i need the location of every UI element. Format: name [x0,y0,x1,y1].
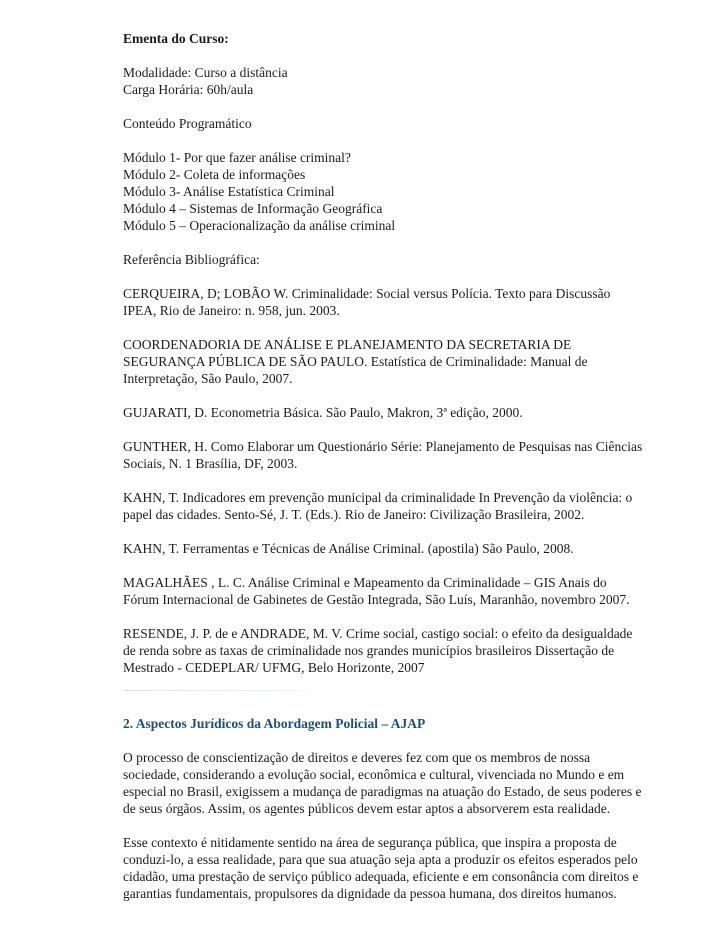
reference-line: GUNTHER, H. Como Elaborar um Questionário Série: Planejamento de Pesquisas nas Ciências [123,439,643,454]
reference-line: KAHN, T. Ferramentas e Técnicas de Análise Criminal. (apostila) São Paulo, 2008. [123,541,574,556]
paragraph-line: garantias fundamentais, propulsores da dignidade da pessoa humana, dos direitos humanos. [123,886,617,901]
spacer [123,47,643,64]
reference-line: CERQUEIRA, D; LOBÃO W. Criminalidade: Social versus Polícia. Texto para Discussão [123,286,611,301]
references-title: Referência Bibliográfica: [123,252,260,267]
document-page [123,30,643,902]
module-item: Módulo 1- Por que fazer análise criminal? [123,150,351,165]
spacer [123,98,643,115]
reference-line: Interpretação, São Paulo, 2007. [123,371,293,386]
reference-entry [123,438,643,472]
paragraph-line: cidadão, uma prestação de serviço público adequada, eficiente e em consonância com direitos e [123,869,639,884]
reference-entry [123,489,643,523]
reference-entry [123,574,643,608]
paragraph-line: Esse contexto é nitidamente sentido na área de segurança pública, que inspira a proposta de [123,835,617,850]
section-2-paragraph [123,749,643,817]
section-2-title: 2. Aspectos Jurídicos da Abordagem Policial – AJAP [123,716,426,731]
spacer [123,472,643,489]
spacer [123,387,643,404]
module-item: Módulo 4 – Sistemas de Informação Geográfica [123,201,383,216]
section-divider [123,690,338,691]
spacer [123,732,643,749]
spacer [123,132,643,149]
reference-line: IPEA, Rio de Janeiro: n. 958, jun. 2003. [123,303,340,318]
paragraph-line: O processo de conscientização de direitos e deveres fez com que os membros de nossa [123,750,591,765]
reference-entry [123,540,643,557]
module-item: Módulo 5 – Operacionalização da análise criminal [123,218,396,233]
module-item: Módulo 2- Coleta de informações [123,167,306,182]
spacer [123,234,643,251]
section-2-paragraph [123,834,643,902]
course-workload: Carga Horária: 60h/aula [123,82,254,97]
reference-entry [123,625,643,676]
module-list [123,149,643,234]
reference-entry [123,404,643,421]
content-title: Conteúdo Programático [123,116,252,131]
reference-line: COORDENADORIA DE ANÁLISE E PLANEJAMENTO DA SECRETARIA DE [123,337,572,352]
paragraph-line: conduzi-lo, a essa realidade, para que sua atuação seja apta a produzir os efeitos esperados pelo [123,852,638,867]
reference-line: Fórum Internacional de Gabinetes de Gestão Integrada, São Luís, Maranhão, novembro 2007. [123,592,630,607]
paragraph-line: especial no Brasil, exigissem a mudança de paradigmas na atuação do Estado, de seus poderes e [123,784,642,799]
spacer [123,421,643,438]
reference-line: GUJARATI, D. Econometria Básica. São Paulo, Makron, 3ª edição, 2000. [123,405,523,420]
reference-line: KAHN, T. Indicadores em prevenção municipal da criminalidade In Prevenção da violência: o [123,490,633,505]
module-item: Módulo 3- Análise Estatística Criminal [123,184,335,199]
reference-entry [123,285,643,319]
reference-line: de renda sobre as taxas de criminalidade nos grandes municípios brasileiros Dissertação de [123,643,615,658]
reference-line: Sociais, N. 1 Brasília, DF, 2003. [123,456,298,471]
reference-line: MAGALHÃES , L. C. Análise Criminal e Mapeamento da Criminalidade – GIS Anais do [123,575,607,590]
spacer [123,557,643,574]
spacer [123,319,643,336]
reference-line: SEGURANÇA PÚBLICA DE SÃO PAULO. Estatística de Criminalidade: Manual de [123,354,588,369]
course-heading: Ementa do Curso: [123,31,229,46]
spacer [123,608,643,625]
reference-entry [123,336,643,387]
paragraph-line: de seus órgãos. Assim, os agentes públicos devem estar aptos a absorverem esta realidade. [123,801,611,816]
spacer [123,817,643,834]
spacer [123,268,643,285]
reference-line: papel das cidades. Sento-Sé, J. T. (Eds.). Rio de Janeiro: Civilização Brasileira, 2002. [123,507,585,522]
paragraph-line: sociedade, considerando a evolução social, econômica e cultural, vivenciada no Mundo e em [123,767,625,782]
reference-line: RESENDE, J. P. de e ANDRADE, M. V. Crime social, castigo social: o efeito da desigualdade [123,626,633,641]
spacer [123,523,643,540]
reference-line: Mestrado - CEDEPLAR/ UFMG, Belo Horizonte, 2007 [123,660,425,675]
course-modality: Modalidade: Curso a distância [123,65,288,80]
